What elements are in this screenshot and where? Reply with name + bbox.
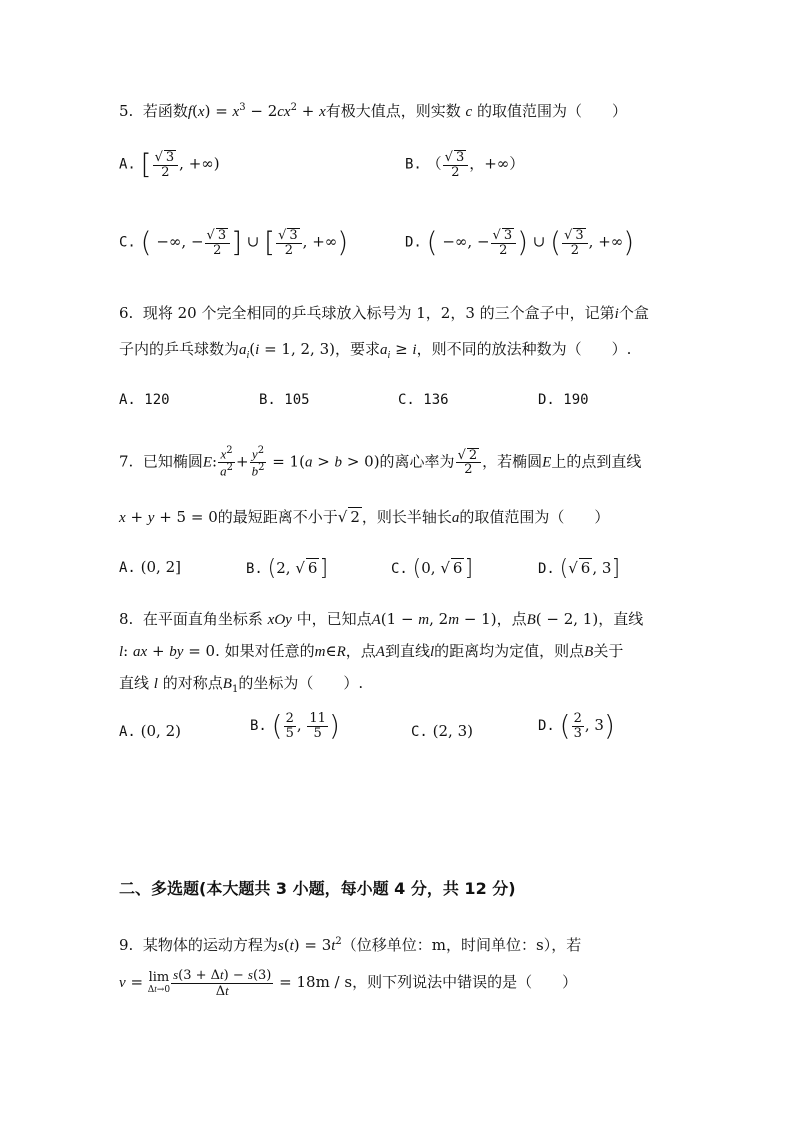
formula: m bbox=[448, 612, 460, 628]
formula: s bbox=[277, 938, 284, 954]
formula: , +∞) bbox=[179, 154, 220, 173]
formula: , +∞ bbox=[302, 232, 338, 251]
formula: ( bbox=[249, 340, 256, 358]
question-text: ，则不同的放法种数为（ ）. bbox=[416, 340, 632, 358]
option-label: D. bbox=[538, 718, 555, 735]
formula: + 5 = 0 bbox=[154, 508, 218, 526]
option-b[interactable] bbox=[246, 558, 328, 580]
option-label: D. bbox=[538, 561, 555, 577]
formula: $\frac{y^2}{b^2}$ bbox=[251, 445, 265, 479]
formula: B bbox=[584, 644, 594, 660]
option-c[interactable] bbox=[411, 722, 473, 740]
formula: − 1) bbox=[459, 610, 497, 628]
option-label: A. bbox=[119, 156, 136, 173]
formula: (2, 3) bbox=[432, 722, 473, 740]
formula: R bbox=[336, 644, 346, 660]
question-8-line-3 bbox=[119, 672, 363, 695]
question-text: 的离心率为 bbox=[379, 452, 455, 471]
question-text: ，则下列说法中错误的是（ ） bbox=[352, 973, 578, 992]
formula: ( bbox=[271, 709, 283, 743]
question-text: ，要求 bbox=[335, 340, 381, 358]
question-number: 6. bbox=[119, 304, 134, 322]
formula: $\frac{x^2}{a^2}$ bbox=[220, 445, 233, 479]
formula: xOy bbox=[267, 612, 292, 628]
formula: [ bbox=[264, 225, 276, 259]
formula: （ bbox=[426, 154, 442, 173]
formula: A bbox=[371, 612, 381, 628]
option-label: A. bbox=[119, 560, 136, 576]
formula: √ $\frac{3}{2}$ bbox=[153, 150, 179, 179]
formula: i bbox=[246, 350, 250, 361]
formula: B bbox=[222, 676, 232, 692]
formula: : bbox=[123, 642, 133, 660]
formula: l bbox=[153, 676, 158, 692]
question-text: ，若椭圆 bbox=[482, 452, 543, 471]
question-text: 在平面直角坐标系 bbox=[142, 610, 263, 628]
formula: x bbox=[319, 104, 326, 120]
formula: ( bbox=[426, 225, 438, 259]
formula: B bbox=[526, 612, 536, 628]
formula: x bbox=[119, 510, 126, 526]
question-number: 7. bbox=[119, 452, 134, 471]
question-text: 中，已知点 bbox=[296, 610, 372, 628]
formula: √ $\frac{3}{2}$ bbox=[562, 228, 588, 257]
formula: $\frac{2}{5}$ bbox=[285, 711, 294, 741]
formula: = bbox=[125, 973, 148, 992]
formula: ∪ bbox=[528, 232, 551, 251]
formula: ] bbox=[611, 556, 621, 581]
formula: ( bbox=[267, 556, 277, 581]
formula: ax bbox=[133, 644, 148, 660]
question-text: ，点 bbox=[496, 610, 527, 628]
formula: > bbox=[312, 452, 335, 471]
formula: 6 bbox=[307, 559, 318, 577]
formula: ，+∞） bbox=[469, 154, 525, 173]
formula: , +∞ bbox=[588, 232, 624, 251]
formula bbox=[295, 559, 305, 577]
formula: = 0 bbox=[183, 642, 216, 660]
option-label: A. bbox=[119, 724, 136, 740]
formula: i bbox=[412, 342, 417, 358]
formula: by bbox=[169, 644, 184, 660]
formula: ( bbox=[283, 936, 290, 954]
formula: $\frac{2}{3}$ bbox=[573, 711, 582, 741]
formula bbox=[440, 559, 450, 577]
formula: $\frac{s(3 + \Delta t) - s(3)}{\Delta t}$ bbox=[173, 967, 272, 999]
question-9-line-1 bbox=[119, 934, 581, 955]
formula: v bbox=[119, 975, 126, 992]
question-text: 直线 bbox=[119, 674, 150, 692]
formula: + bbox=[235, 452, 249, 471]
option-c[interactable] bbox=[119, 225, 349, 259]
option-a[interactable]: A. 120 bbox=[119, 392, 170, 408]
formula: 0, bbox=[421, 559, 441, 577]
option-d[interactable] bbox=[538, 558, 620, 580]
question-text: 的坐标为（ ）. bbox=[238, 674, 364, 692]
option-b[interactable] bbox=[405, 150, 524, 179]
question-number: 9. bbox=[119, 936, 134, 954]
formula: 6 bbox=[452, 559, 463, 577]
question-5 bbox=[119, 100, 627, 121]
question-text: ，点 bbox=[345, 642, 376, 660]
formula: , 3 bbox=[584, 716, 604, 735]
formula: ∪ bbox=[242, 232, 265, 251]
formula: i bbox=[387, 350, 391, 361]
question-text: 的距离均为定值，则点 bbox=[434, 642, 585, 660]
option-label: C. bbox=[391, 561, 408, 577]
option-d[interactable] bbox=[538, 709, 615, 743]
option-c[interactable]: C. 136 bbox=[398, 392, 449, 408]
formula: = 1( bbox=[267, 452, 305, 471]
formula: i bbox=[614, 306, 619, 322]
formula: m bbox=[418, 612, 430, 628]
formula bbox=[568, 559, 578, 577]
option-a[interactable] bbox=[119, 722, 181, 740]
formula: + bbox=[125, 508, 148, 526]
question-text: 到直线 bbox=[384, 642, 430, 660]
formula: ) bbox=[517, 225, 529, 259]
formula: ) bbox=[328, 709, 340, 743]
option-b[interactable]: B. 105 bbox=[259, 392, 310, 408]
option-label: B. bbox=[405, 156, 422, 173]
option-label: B. bbox=[250, 718, 267, 735]
formula: m bbox=[314, 644, 326, 660]
option-c[interactable] bbox=[391, 558, 473, 580]
question-text: 已知椭圆 bbox=[142, 452, 203, 471]
formula: a bbox=[451, 510, 460, 526]
formula: , bbox=[296, 716, 307, 735]
formula: ] bbox=[231, 225, 243, 259]
formula: cx bbox=[277, 104, 291, 120]
formula: ( bbox=[559, 709, 571, 743]
formula: (1 − bbox=[380, 610, 419, 628]
question-text: 的最短距离不小于 bbox=[217, 508, 338, 526]
formula: √ $\frac{2}{2}$ bbox=[456, 448, 482, 477]
formula: ( bbox=[140, 225, 152, 259]
formula: ( bbox=[550, 225, 562, 259]
formula: > 0) bbox=[342, 452, 380, 471]
option-a[interactable] bbox=[119, 147, 220, 181]
option-b[interactable] bbox=[250, 709, 340, 743]
question-number: 5. bbox=[119, 102, 134, 120]
question-text: ，则长半轴长 bbox=[361, 508, 452, 526]
question-text: 关于 bbox=[593, 642, 624, 660]
formula: ] bbox=[319, 556, 329, 581]
formula: a bbox=[380, 342, 388, 358]
option-a[interactable] bbox=[119, 558, 181, 576]
formula: b bbox=[334, 454, 343, 471]
question-number: 8. bbox=[119, 610, 134, 628]
formula: −∞, − bbox=[437, 232, 490, 251]
formula: 2 bbox=[290, 102, 297, 113]
formula: + bbox=[296, 102, 320, 120]
formula: ( bbox=[559, 556, 569, 581]
option-label: D. bbox=[405, 234, 422, 251]
formula: t bbox=[331, 938, 336, 954]
formula: √ $\frac{3}{2}$ bbox=[205, 228, 231, 257]
formula: √ $\frac{3}{2}$ bbox=[491, 228, 517, 257]
formula: 3 bbox=[239, 102, 246, 113]
formula: ( bbox=[192, 102, 198, 120]
formula: x bbox=[197, 104, 205, 120]
formula: E bbox=[542, 454, 552, 471]
question-6-line-2 bbox=[119, 338, 631, 361]
question-text: 现将 20 个完全相同的乒乓球放入标号为 1，2，3 的三个盒子中，记第 bbox=[142, 304, 615, 322]
question-text: 的取值范围为（ ） bbox=[459, 508, 610, 526]
formula: E bbox=[202, 454, 213, 471]
formula: lim Δt→0 bbox=[147, 969, 171, 995]
formula: √ $\frac{3}{2}$ bbox=[443, 150, 469, 179]
formula: = 1, 2, 3) bbox=[259, 340, 335, 358]
formula: ] bbox=[464, 556, 474, 581]
question-text: 的对称点 bbox=[162, 674, 223, 692]
formula: 1 bbox=[231, 684, 239, 695]
formula: ) = 3 bbox=[293, 936, 332, 954]
question-text: 若函数 bbox=[142, 102, 188, 120]
formula: (0, 2] bbox=[140, 558, 181, 576]
option-label: B. bbox=[246, 561, 263, 577]
section-heading: 二、多选题(本大题共 3 小题，每小题 4 分，共 12 分) bbox=[119, 879, 516, 898]
formula: − 2 bbox=[245, 102, 278, 120]
formula: : bbox=[212, 452, 218, 471]
formula: = 18m / s bbox=[274, 973, 353, 992]
question-text: （位移单位：m，时间单位：s），若 bbox=[341, 936, 582, 954]
formula: ( − 2, 1) bbox=[535, 610, 599, 628]
question-text: 上的点到直线 bbox=[551, 452, 642, 471]
question-text: 有极大值点，则实数 bbox=[325, 102, 461, 120]
formula: 2, bbox=[276, 559, 296, 577]
option-label: C. bbox=[411, 724, 428, 740]
question-8-line-1 bbox=[119, 608, 643, 629]
formula: t bbox=[289, 938, 294, 954]
formula: ) = bbox=[204, 102, 233, 120]
formula: [ bbox=[140, 147, 152, 181]
question-var: c bbox=[465, 104, 473, 120]
formula: A bbox=[375, 644, 385, 660]
formula: ∈ bbox=[325, 642, 337, 660]
formula: a bbox=[304, 454, 313, 471]
question-text: 某物体的运动方程为 bbox=[142, 936, 278, 954]
formula: , 3 bbox=[592, 559, 612, 577]
formula bbox=[338, 508, 348, 526]
formula: i bbox=[255, 342, 260, 358]
question-text: 子内的乒乓球数为 bbox=[119, 340, 240, 358]
formula: √ $\frac{3}{2}$ bbox=[276, 228, 302, 257]
formula: y bbox=[147, 510, 155, 526]
formula: ) bbox=[337, 225, 349, 259]
formula: ( bbox=[412, 556, 422, 581]
formula: a bbox=[239, 342, 247, 358]
option-label: C. bbox=[119, 234, 136, 251]
formula: f bbox=[187, 104, 193, 120]
question-7-line-2 bbox=[119, 506, 609, 527]
formula: , 2 bbox=[429, 610, 449, 628]
formula: (0, 2) bbox=[140, 722, 181, 740]
question-6-line-1 bbox=[119, 302, 649, 323]
option-d[interactable] bbox=[405, 225, 635, 259]
question-9-line-2 bbox=[119, 968, 577, 998]
formula: ) bbox=[603, 709, 615, 743]
question-text: 个盒 bbox=[618, 304, 649, 322]
formula: + bbox=[147, 642, 170, 660]
question-text: 的取值范围为（ ） bbox=[476, 102, 627, 120]
formula: l bbox=[429, 644, 435, 660]
formula: l bbox=[119, 644, 124, 660]
question-7-line-1 bbox=[119, 446, 641, 479]
formula: 2 bbox=[350, 508, 360, 526]
formula: $\frac{11}{5}$ bbox=[309, 711, 326, 741]
question-text: . 如果对任意的 bbox=[215, 642, 315, 660]
formula: x bbox=[232, 104, 240, 120]
formula: ) bbox=[623, 225, 635, 259]
option-d[interactable]: D. 190 bbox=[538, 392, 589, 408]
formula: ≥ bbox=[390, 340, 413, 358]
question-text: ，直线 bbox=[598, 610, 644, 628]
formula: −∞, − bbox=[151, 232, 204, 251]
formula: 6 bbox=[580, 559, 591, 577]
formula: 2 bbox=[335, 936, 342, 947]
question-8-line-2 bbox=[119, 640, 623, 661]
